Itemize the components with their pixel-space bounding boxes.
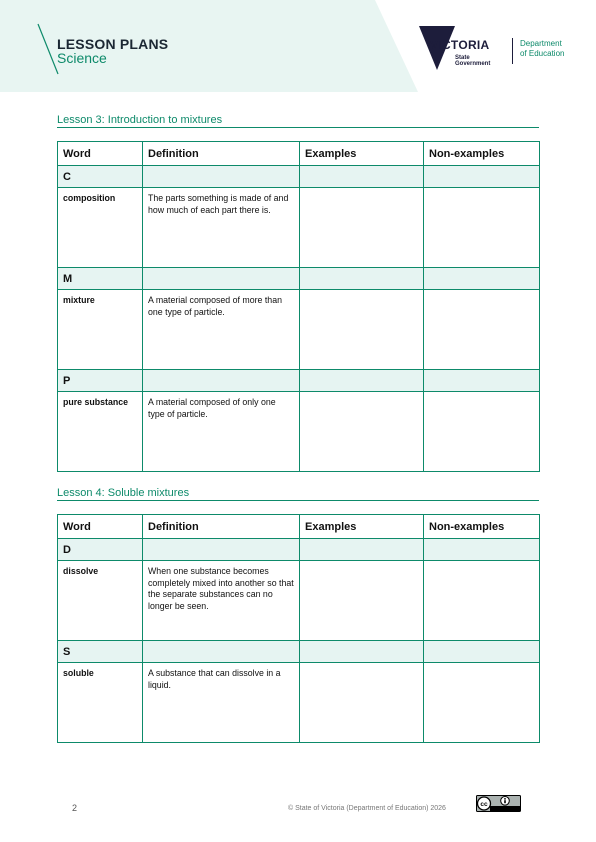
letter-cell: S xyxy=(58,641,143,663)
word-cell: dissolve xyxy=(58,561,143,641)
lesson3-vocab-table xyxy=(57,141,540,472)
letter-row-blank xyxy=(143,539,300,561)
department-line2: of Education xyxy=(520,49,565,58)
logo-divider xyxy=(512,38,513,64)
col-header-word: Word xyxy=(58,515,143,539)
letter-cell: P xyxy=(58,370,143,392)
word-cell: pure substance xyxy=(58,392,143,472)
letter-row-blank xyxy=(143,641,300,663)
letter-row xyxy=(58,370,540,392)
word-cell: composition xyxy=(58,188,143,268)
non-examples-cell[interactable] xyxy=(424,561,540,641)
non-examples-cell[interactable] xyxy=(424,290,540,370)
letter-row-blank xyxy=(424,641,540,663)
col-header-word: Word xyxy=(58,142,143,166)
page-number: 2 xyxy=(72,803,78,813)
letter-row-blank xyxy=(424,268,540,290)
state-label-line2: Government xyxy=(455,61,491,67)
table-row xyxy=(58,663,540,743)
examples-cell[interactable] xyxy=(300,188,424,268)
col-header-non-examples: Non-examples xyxy=(424,142,540,166)
col-header-definition: Definition xyxy=(143,142,300,166)
examples-cell[interactable] xyxy=(300,290,424,370)
non-examples-cell[interactable] xyxy=(424,188,540,268)
col-header-non-examples: Non-examples xyxy=(424,515,540,539)
brand-subtitle: Science xyxy=(57,50,107,66)
examples-cell[interactable] xyxy=(300,663,424,743)
letter-row-blank xyxy=(143,370,300,392)
table-row xyxy=(58,188,540,268)
cc-by-icon xyxy=(476,795,521,812)
letter-row-blank xyxy=(424,370,540,392)
letter-row-blank xyxy=(424,539,540,561)
col-header-examples: Examples xyxy=(300,142,424,166)
definition-cell: When one substance becomes completely mixed into another so that the separate substances can no longer be seen. xyxy=(143,561,300,641)
letter-row xyxy=(58,539,540,561)
letter-cell: C xyxy=(58,166,143,188)
examples-cell[interactable] xyxy=(300,392,424,472)
letter-row-blank xyxy=(300,370,424,392)
definition-cell: A substance that can dissolve in a liquid. xyxy=(143,663,300,743)
lesson4-heading: Lesson 4: Soluble mixtures xyxy=(57,487,539,501)
copyright-notice: © State of Victoria (Department of Education) 2026 xyxy=(288,805,446,812)
letter-row-blank xyxy=(300,641,424,663)
table-row xyxy=(58,392,540,472)
non-examples-cell[interactable] xyxy=(424,392,540,472)
letter-row-blank xyxy=(300,268,424,290)
lesson4-vocab-table xyxy=(57,514,540,743)
table-header-row xyxy=(58,515,540,539)
letter-cell: M xyxy=(58,268,143,290)
col-header-examples: Examples xyxy=(300,515,424,539)
department-label xyxy=(520,39,564,59)
letter-row xyxy=(58,166,540,188)
definition-cell: The parts something is made of and how much of each part there is. xyxy=(143,188,300,268)
letter-row xyxy=(58,268,540,290)
definition-cell: A material composed of only one type of particle. xyxy=(143,392,300,472)
department-line1: Department xyxy=(520,39,562,48)
government-state-label xyxy=(455,55,490,67)
word-cell: mixture xyxy=(58,290,143,370)
letter-row-blank xyxy=(424,166,540,188)
definition-cell: A material composed of more than one type of particle. xyxy=(143,290,300,370)
table-header-row xyxy=(58,142,540,166)
letter-row xyxy=(58,641,540,663)
brand-lockup xyxy=(57,37,168,65)
letter-row-blank xyxy=(143,268,300,290)
state-label-line1: State xyxy=(455,55,470,61)
lesson3-heading: Lesson 3: Introduction to mixtures xyxy=(57,114,539,128)
table-row xyxy=(58,561,540,641)
letter-row-blank xyxy=(300,166,424,188)
examples-cell[interactable] xyxy=(300,561,424,641)
col-header-definition: Definition xyxy=(143,515,300,539)
letter-row-blank xyxy=(300,539,424,561)
letter-cell: D xyxy=(58,539,143,561)
letter-row-blank xyxy=(143,166,300,188)
table-row xyxy=(58,290,540,370)
non-examples-cell[interactable] xyxy=(424,663,540,743)
svg-text:cc: cc xyxy=(480,801,488,808)
word-cell: soluble xyxy=(58,663,143,743)
brand-title: LESSON PLANS xyxy=(57,36,169,52)
government-wordmark: VICTORIA xyxy=(430,38,490,52)
